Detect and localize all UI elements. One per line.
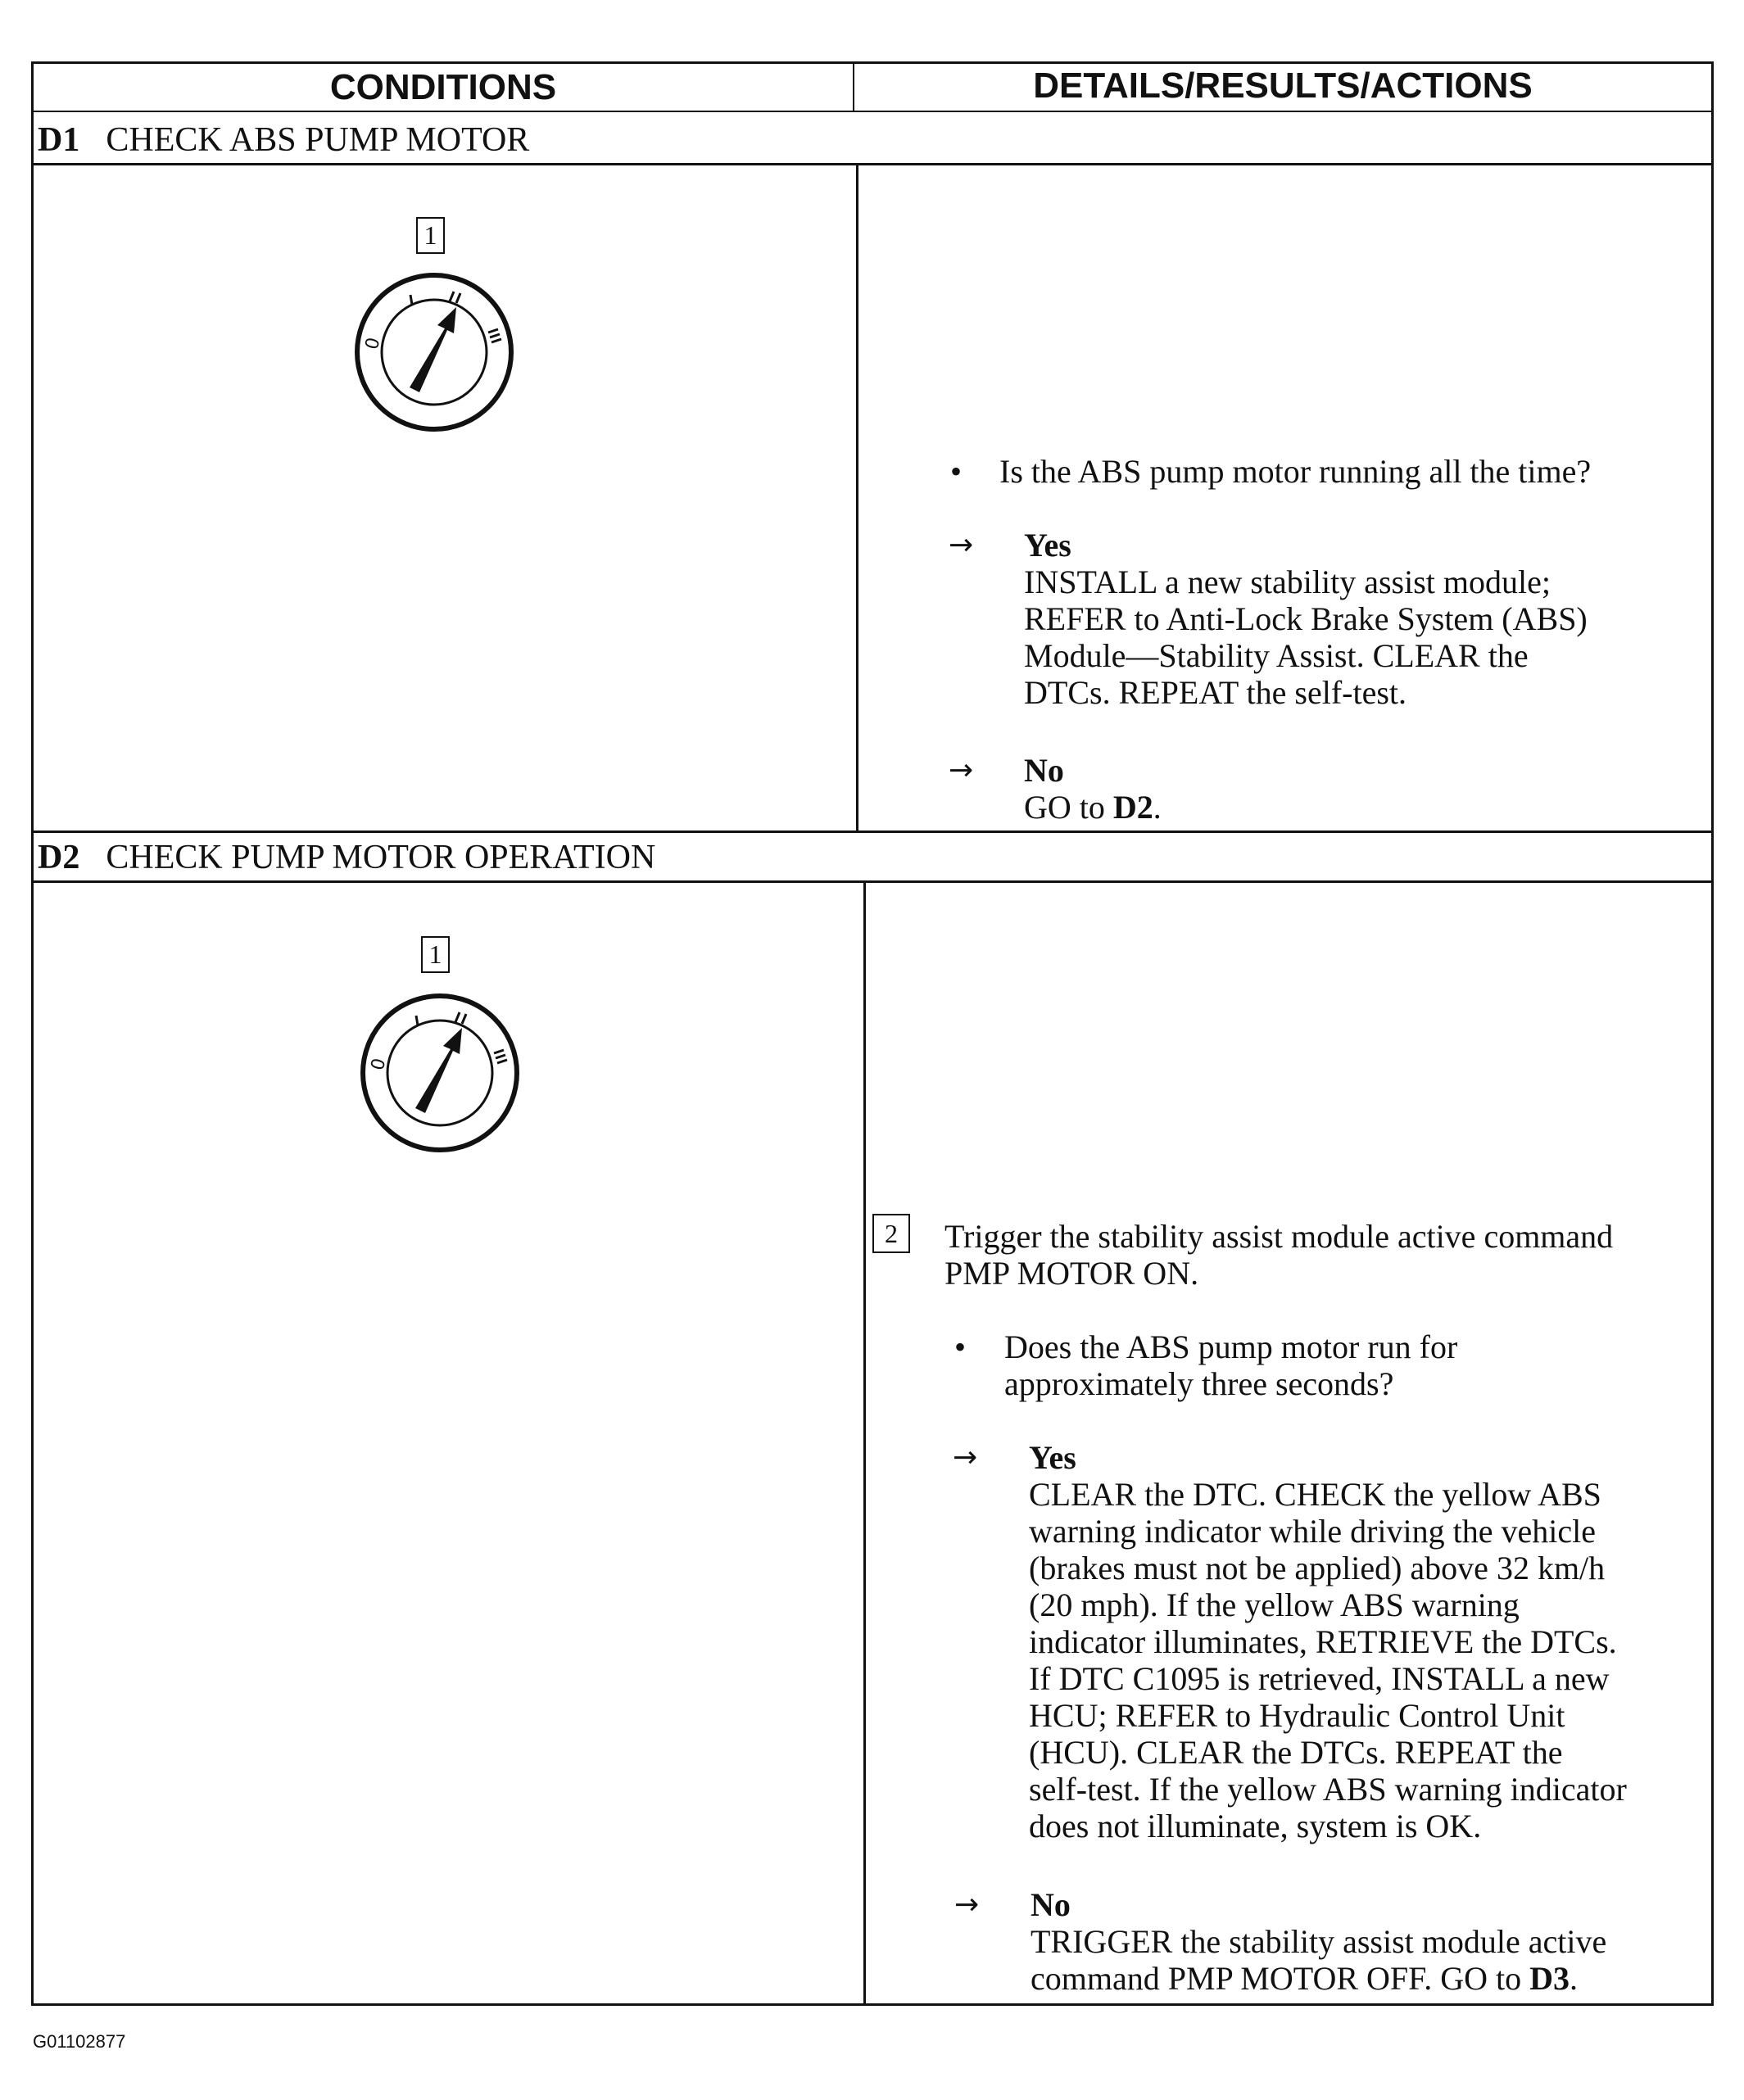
d1-yes-line: REFER to Anti-Lock Brake System (ABS) <box>1024 600 1588 637</box>
step-d2-id: D2 <box>38 839 80 876</box>
d2-step-2-line: Trigger the stability assist module active command <box>944 1218 1614 1255</box>
figure-id: G01102877 <box>33 2031 126 2052</box>
step-d2-title <box>38 835 655 880</box>
d1-yes-line: Module—Stability Assist. CLEAR the <box>1024 637 1529 674</box>
d2-yes-line: (HCU). CLEAR the DTCs. REPEAT the <box>1029 1734 1563 1771</box>
d2-yes-line: does not illuminate, system is OK. <box>1029 1808 1482 1844</box>
d1-title-rule <box>31 163 1714 165</box>
d1-yes-label: Yes <box>1024 527 1071 563</box>
d2-step-2-text <box>944 1218 1613 1292</box>
d2-yes-line: (20 mph). If the yellow ABS warning <box>1029 1586 1520 1623</box>
d2-no-arrow-icon: → <box>954 1888 980 1921</box>
d2-no-line: command PMP MOTOR OFF. GO to D3. <box>1031 1960 1578 1997</box>
table-border-bottom <box>31 2003 1714 2006</box>
step-d2-name: CHECK PUMP MOTOR OPERATION <box>106 839 656 876</box>
d2-yes-line: If DTC C1095 is retrieved, INSTALL a new <box>1029 1660 1610 1697</box>
d1-yes-text <box>1024 563 1588 711</box>
conditions-header: CONDITIONS <box>329 67 557 107</box>
d2-step-2-line: PMP MOTOR ON. <box>944 1255 1199 1292</box>
d2-yes-text <box>1029 1476 1627 1844</box>
d2-question <box>1004 1328 1457 1402</box>
d1-no-target-link[interactable]: D2 <box>1112 789 1153 826</box>
d1-no-text: GO to D2. <box>1024 789 1162 826</box>
d2-yes-arrow-icon: → <box>953 1441 978 1474</box>
d1-yes-line: INSTALL a new stability assist module; <box>1024 563 1551 600</box>
d1-no-label: No <box>1024 752 1064 789</box>
svg-text:0: 0 <box>361 335 385 352</box>
d1-no-arrow-icon: → <box>949 754 974 787</box>
step-d1-name: CHECK ABS PUMP MOTOR <box>106 121 530 159</box>
d2-yes-line: HCU; REFER to Hydraulic Control Unit <box>1029 1697 1565 1734</box>
step-d1-id: D1 <box>38 121 80 159</box>
step-d1-title <box>38 117 529 163</box>
d2-column-divider <box>863 880 866 2005</box>
table-border-left <box>31 61 34 2006</box>
svg-text:0: 0 <box>367 1056 391 1073</box>
d2-top-rule <box>31 830 1714 833</box>
d2-yes-line: warning indicator while driving the vehicle <box>1029 1513 1597 1550</box>
d2-no-line: TRIGGER the stability assist module active <box>1031 1923 1607 1960</box>
d2-yes-line: CLEAR the DTC. CHECK the yellow ABS <box>1029 1476 1601 1513</box>
d2-yes-line: indicator illuminates, RETRIEVE the DTCs. <box>1029 1623 1617 1660</box>
d2-question-line: Does the ABS pump motor run for <box>1004 1328 1458 1365</box>
d1-question: Is the ABS pump motor running all the time? <box>999 453 1592 490</box>
header-rule <box>31 111 1714 112</box>
d2-no-text <box>1031 1923 1606 1997</box>
d1-yes-line: DTCs. REPEAT the self-test. <box>1024 674 1407 711</box>
details-header: DETAILS/RESULTS/ACTIONS <box>1033 66 1533 106</box>
table-border-top <box>31 61 1714 64</box>
table-border-right <box>1711 61 1714 2006</box>
d2-step-2-label: 2 <box>872 1214 910 1253</box>
d1-yes-arrow-icon: → <box>949 528 974 562</box>
d2-step-1-label: 1 <box>421 936 450 973</box>
d1-step-1-label: 1 <box>416 217 445 254</box>
d2-yes-line: (brakes must not be applied) above 32 km/h <box>1029 1550 1606 1586</box>
d1-column-divider <box>856 163 858 833</box>
d2-question-line: approximately three seconds? <box>1004 1365 1394 1402</box>
d2-bullet: • <box>954 1328 967 1365</box>
d2-no-target-link[interactable]: D3 <box>1529 1960 1570 1997</box>
d2-ignition-key-icon <box>358 991 522 1155</box>
d2-no-label: No <box>1031 1886 1071 1923</box>
d2-yes-line: self-test. If the yellow ABS warning indicator <box>1029 1771 1627 1808</box>
d1-bullet: • <box>950 453 963 490</box>
d1-ignition-key-icon <box>352 270 516 434</box>
d2-title-rule <box>31 880 1714 883</box>
d2-yes-label: Yes <box>1029 1439 1076 1476</box>
